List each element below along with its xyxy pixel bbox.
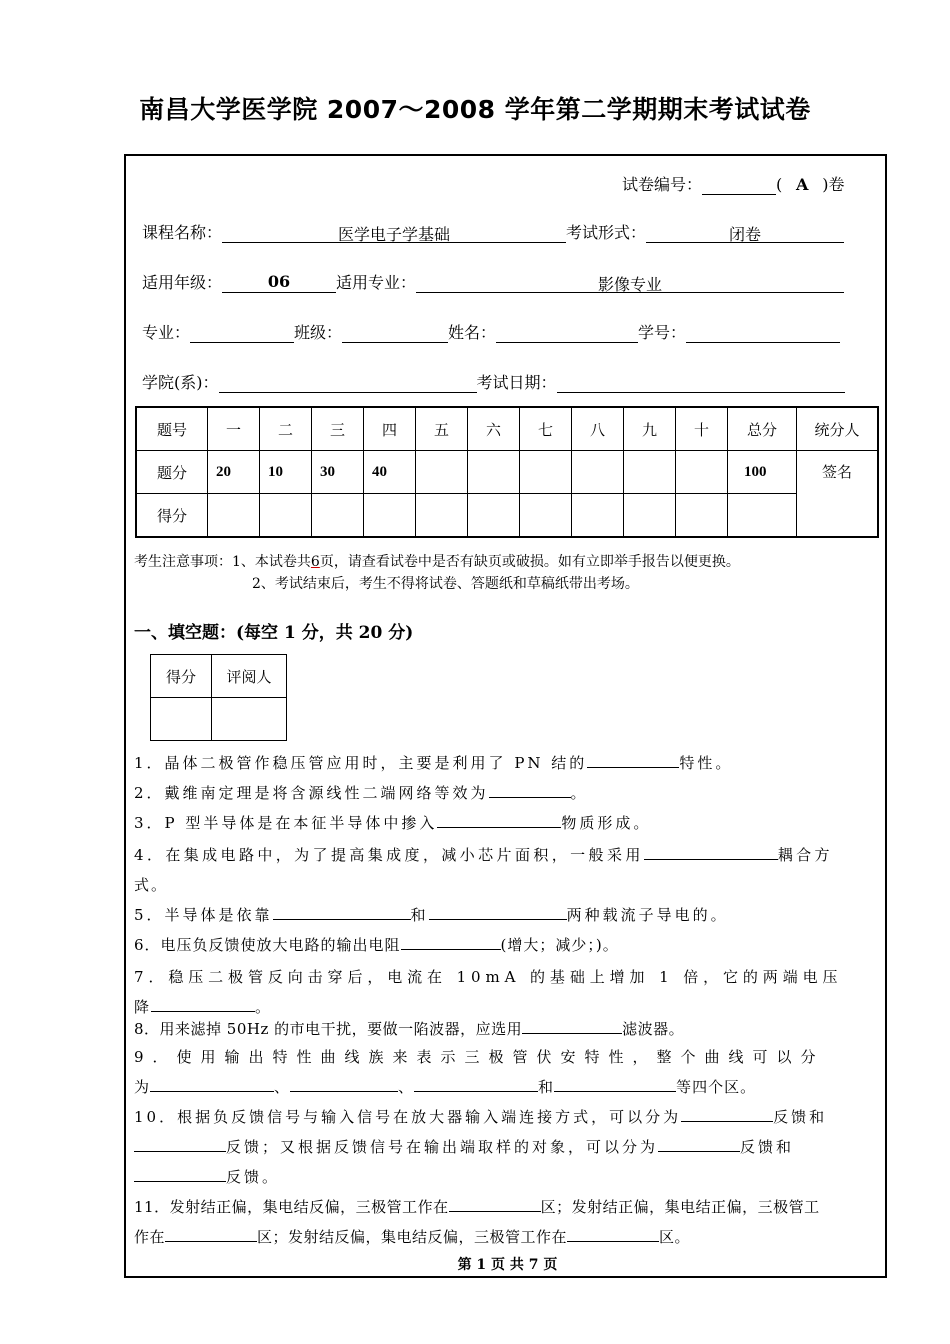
grade: 06 bbox=[222, 272, 336, 293]
total-points: 100 bbox=[728, 451, 797, 494]
points-cell: 40 bbox=[364, 451, 416, 494]
student-id-label: 学号： bbox=[638, 323, 687, 342]
grader-score-label: 得分 bbox=[151, 655, 212, 698]
sign-label: 签名 bbox=[797, 451, 879, 538]
q2-blank[interactable] bbox=[489, 781, 571, 798]
q3-text-end: 物质形成。 bbox=[561, 814, 652, 832]
name-label: 姓名： bbox=[448, 323, 497, 342]
section-heading: 一、填空题：(每空 1 分，共 20 分) bbox=[134, 623, 414, 643]
q6-text-end: (增大；减少；)。 bbox=[500, 936, 619, 954]
question-10-cont-2 bbox=[134, 1162, 879, 1192]
q8-blank[interactable] bbox=[522, 1017, 622, 1034]
q1-blank[interactable] bbox=[587, 751, 679, 768]
paper-version-close: )卷 bbox=[822, 175, 845, 194]
q11-text: 11．发射结正偏，集电结反偏，三极管工作在 bbox=[134, 1198, 449, 1216]
q11-text-b: 区；发射结正偏，集电结正偏，三极管工 bbox=[540, 1198, 820, 1216]
score-cell[interactable] bbox=[364, 494, 416, 538]
question-number-row bbox=[136, 407, 878, 451]
question-11-cont bbox=[134, 1222, 879, 1252]
question-number: 三 bbox=[312, 407, 364, 451]
note-1-end: 页，请查看试卷中是否有缺页或破损。如有立即举手报告以便更换。 bbox=[319, 554, 740, 570]
q8-text: 8．用来滤掉 50Hz 的市电干扰，要做一陷波器，应选用 bbox=[134, 1020, 523, 1038]
q4-text-end: 耦合方 bbox=[777, 846, 833, 864]
section-score-cell[interactable] bbox=[151, 698, 212, 741]
q9-blank-3[interactable] bbox=[414, 1075, 538, 1092]
q7-text-2: 降 bbox=[134, 998, 152, 1016]
question-number: 四 bbox=[364, 407, 416, 451]
grader-label: 评阅人 bbox=[212, 655, 287, 698]
class-label: 班级： bbox=[294, 323, 343, 342]
q9-text-end: 等四个区。 bbox=[676, 1078, 757, 1096]
score-row bbox=[136, 494, 878, 538]
name-field[interactable] bbox=[496, 322, 638, 343]
points-cell: 30 bbox=[312, 451, 364, 494]
question-7: 7．稳压二极管反向击穿后，电流在 10mA 的基础上增加 1 倍，它的两端电压 bbox=[134, 968, 843, 986]
q9-sep-2: 、 bbox=[398, 1078, 415, 1096]
score-label: 得分 bbox=[136, 494, 208, 538]
question-4 bbox=[134, 840, 879, 870]
q11-text-end: 区。 bbox=[659, 1228, 691, 1246]
student-row bbox=[142, 320, 840, 343]
score-cell[interactable] bbox=[260, 494, 312, 538]
points-row bbox=[136, 451, 878, 494]
points-cell bbox=[520, 451, 572, 494]
question-10 bbox=[134, 1102, 879, 1132]
total-label: 总分 bbox=[728, 407, 797, 451]
score-cell[interactable] bbox=[468, 494, 520, 538]
q3-blank[interactable] bbox=[437, 811, 561, 828]
question-9-cont bbox=[134, 1072, 879, 1102]
q9-and: 和 bbox=[538, 1078, 555, 1096]
q11-text-c: 作在 bbox=[134, 1228, 166, 1246]
q10-blank-3[interactable] bbox=[658, 1135, 740, 1152]
scorer-label: 统分人 bbox=[797, 407, 879, 451]
q10-text-end: 反馈。 bbox=[226, 1168, 281, 1186]
q10-blank-1[interactable] bbox=[681, 1105, 773, 1122]
q10-text-d: 反馈和 bbox=[740, 1138, 795, 1156]
q10-blank-4[interactable] bbox=[134, 1165, 226, 1182]
q11-blank-3[interactable] bbox=[567, 1225, 659, 1242]
question-1 bbox=[134, 748, 879, 778]
question-number-label: 题号 bbox=[136, 407, 208, 451]
score-cell[interactable] bbox=[520, 494, 572, 538]
question-number: 八 bbox=[572, 407, 624, 451]
exam-form-label: 考试形式： bbox=[566, 223, 647, 242]
course-row bbox=[142, 220, 844, 243]
score-cell[interactable] bbox=[312, 494, 364, 538]
class-field[interactable] bbox=[342, 322, 448, 343]
q5-text: 5．半导体是依靠 bbox=[134, 906, 273, 924]
q9-blank-4[interactable] bbox=[554, 1075, 676, 1092]
points-cell bbox=[572, 451, 624, 494]
exam-notes bbox=[134, 551, 740, 595]
question-10-cont bbox=[134, 1132, 879, 1162]
course-name: 医学电子学基础 bbox=[222, 222, 566, 243]
q11-blank-2[interactable] bbox=[165, 1225, 257, 1242]
grader-table bbox=[150, 654, 287, 741]
grade-row bbox=[142, 270, 844, 293]
paper-version-open: ( bbox=[776, 175, 783, 194]
question-11 bbox=[134, 1192, 879, 1222]
page-footer: 第 1 页 共 7 页 bbox=[457, 1257, 558, 1273]
exam-date-field[interactable] bbox=[557, 372, 845, 393]
score-cell[interactable] bbox=[676, 494, 728, 538]
score-cell[interactable] bbox=[208, 494, 260, 538]
student-major-label: 专业： bbox=[142, 323, 191, 342]
question-number: 七 bbox=[520, 407, 572, 451]
q2-text: 2．戴维南定理是将含源线性二端网络等效为 bbox=[134, 784, 489, 802]
note-1-start: 考生注意事项：1、本试卷共 bbox=[134, 554, 311, 570]
q5-blank-2[interactable] bbox=[429, 903, 567, 920]
q7-blank[interactable] bbox=[151, 995, 255, 1012]
q6-text: 6．电压负反馈使放大电路的输出电阻 bbox=[134, 936, 401, 954]
exam-title: 南昌大学医学院 2007～2008 学年第二学期期末考试试卷 bbox=[139, 95, 811, 124]
college-row bbox=[142, 370, 845, 393]
q6-blank[interactable] bbox=[401, 933, 501, 950]
points-cell bbox=[416, 451, 468, 494]
q1-text-end: 特性。 bbox=[679, 754, 734, 772]
q10-text-c: 反馈；又根据反馈信号在输出端取样的对象，可以分为 bbox=[226, 1138, 659, 1156]
paper-number-row bbox=[622, 172, 845, 195]
page-count: 6 bbox=[310, 554, 320, 570]
q2-text-end: 。 bbox=[570, 784, 589, 802]
q9-sep-1: 、 bbox=[274, 1078, 291, 1096]
q5-blank-1[interactable] bbox=[273, 903, 411, 920]
q10-text: 10．根据负反馈信号与输入信号在放大器输入端连接方式，可以分为 bbox=[134, 1108, 682, 1126]
exam-frame bbox=[124, 154, 887, 1278]
score-table bbox=[135, 406, 879, 538]
paper-version: A bbox=[796, 175, 809, 194]
college-label: 学院(系)： bbox=[142, 373, 219, 392]
question-number: 十 bbox=[676, 407, 728, 451]
question-4-cont: 式。 bbox=[134, 876, 169, 894]
student-major-field[interactable] bbox=[190, 322, 294, 343]
q9-text-2: 为 bbox=[134, 1078, 151, 1096]
question-number: 六 bbox=[468, 407, 520, 451]
exam-form: 闭卷 bbox=[646, 222, 844, 243]
question-number: 一 bbox=[208, 407, 260, 451]
question-2 bbox=[134, 778, 879, 808]
major: 影像专业 bbox=[416, 272, 844, 293]
points-label: 题分 bbox=[136, 451, 208, 494]
q1-text: 1．晶体二极管作稳压管应用时，主要是利用了 PN 结的 bbox=[134, 754, 588, 772]
grade-label: 适用年级： bbox=[142, 273, 223, 292]
question-number: 二 bbox=[260, 407, 312, 451]
points-cell: 20 bbox=[208, 451, 260, 494]
q5-text-end: 两种载流子导电的。 bbox=[566, 906, 729, 924]
paper-no-field[interactable] bbox=[702, 174, 776, 195]
q10-blank-2[interactable] bbox=[134, 1135, 226, 1152]
points-cell bbox=[676, 451, 728, 494]
major-label: 适用专业： bbox=[336, 273, 417, 292]
q9-blank-2[interactable] bbox=[290, 1075, 398, 1092]
q5-and: 和 bbox=[410, 906, 429, 924]
question-5 bbox=[134, 900, 879, 930]
student-id-field[interactable] bbox=[686, 322, 840, 343]
q8-text-end: 滤波器。 bbox=[622, 1020, 685, 1038]
q3-text: 3．P 型半导体是在本征半导体中掺入 bbox=[134, 814, 438, 832]
q7-text-end: 。 bbox=[255, 998, 273, 1016]
exam-date-label: 考试日期： bbox=[476, 373, 557, 392]
score-cell[interactable] bbox=[572, 494, 624, 538]
q4-text: 4．在集成电路中，为了提高集成度，减小芯片面积，一般采用 bbox=[134, 846, 644, 864]
question-number: 五 bbox=[416, 407, 468, 451]
score-cell[interactable] bbox=[416, 494, 468, 538]
points-cell: 10 bbox=[260, 451, 312, 494]
question-8 bbox=[134, 1014, 879, 1044]
note-line-1 bbox=[134, 551, 740, 573]
q11-text-d: 区；发射结反偏，集电结反偏，三极管工作在 bbox=[257, 1228, 568, 1246]
question-number: 九 bbox=[624, 407, 676, 451]
score-cell[interactable] bbox=[624, 494, 676, 538]
points-cell bbox=[468, 451, 520, 494]
q4-blank[interactable] bbox=[644, 843, 778, 860]
points-cell bbox=[624, 451, 676, 494]
q9-blank-1[interactable] bbox=[150, 1075, 274, 1092]
course-label: 课程名称： bbox=[142, 223, 223, 242]
question-3 bbox=[134, 808, 879, 838]
college-field[interactable] bbox=[219, 372, 477, 393]
q11-blank-1[interactable] bbox=[449, 1195, 541, 1212]
question-9: 9．使用输出特性曲线族来表示三极管伏安特性，整个曲线可以分 bbox=[134, 1048, 825, 1066]
q10-text-b: 反馈和 bbox=[773, 1108, 828, 1126]
total-score-cell[interactable] bbox=[728, 494, 797, 538]
question-6 bbox=[134, 930, 879, 960]
note-line-2: 2、考试结束后，考生不得将试卷、答题纸和草稿纸带出考场。 bbox=[252, 576, 639, 592]
grader-sign-cell[interactable] bbox=[212, 698, 287, 741]
paper-no-label: 试卷编号： bbox=[622, 175, 703, 194]
